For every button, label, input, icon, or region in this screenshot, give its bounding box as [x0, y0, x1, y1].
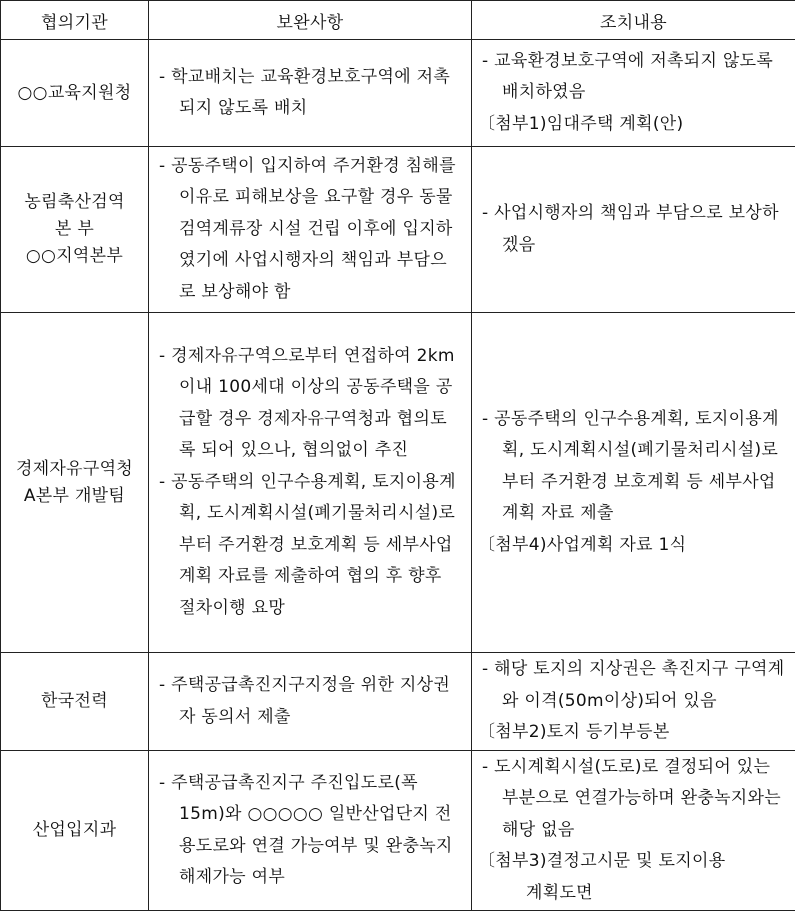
table-row: [1, 40, 795, 147]
supplement-cell: [149, 313, 472, 653]
agency-cell: [1, 313, 149, 653]
agency-cell: [1, 653, 149, 751]
header-row: [1, 1, 795, 40]
supplement-cell: [149, 40, 472, 147]
agency-name: 한국전력: [11, 688, 138, 715]
agency-name: A본부 개발팀: [11, 483, 138, 510]
header-action: 조치내용: [472, 1, 795, 40]
action-item: - 해당 토지의 지상권은 촉진지구 구역계와 이격(50m이상)되어 있음: [482, 654, 785, 717]
header-supplement: 보완사항: [149, 1, 472, 40]
supplement-item: - 주택공급촉진지구지정을 위한 지상권자 동의서 제출: [159, 670, 461, 733]
agency-name: 경제자유구역청: [11, 456, 138, 483]
agency-cell: [1, 40, 149, 147]
agency-name: 농림축산검역: [11, 189, 138, 216]
table-row: [1, 147, 795, 313]
agency-cell: [1, 751, 149, 911]
action-item: - 도시계획시설(도로)로 결정되어 있는 부분으로 연결가능하며 완충녹지와는 해당 없음: [482, 752, 785, 847]
supplement-cell: [149, 751, 472, 911]
action-cell: [472, 147, 795, 313]
attachment-note: 〔첨부2)토지 등기부등본: [478, 717, 785, 749]
attachment-note: 〔첨부1)임대주택 계획(안): [478, 109, 785, 141]
attachment-note: 〔첨부3)결정고시문 및 토지이용: [478, 846, 785, 878]
supplement-item: - 공동주택이 입지하여 주거환경 침해를 이유로 피해보상을 요구할 경우 동물검역계류장 시설 건립 이후에 입지하였기에 사업시행자의 책임과 부담으로 보상해야 함: [159, 151, 461, 309]
action-item: - 사업시행자의 책임과 부담으로 보상하겠음: [482, 198, 785, 261]
action-cell: [472, 653, 795, 751]
agency-name: ○○지역본부: [11, 243, 138, 270]
header-agency: 협의기관: [1, 1, 149, 40]
attachment-note: 계획도면: [478, 878, 785, 910]
agency-name: 산업입지과: [11, 817, 138, 844]
supplement-cell: [149, 147, 472, 313]
supplement-item: - 학교배치는 교육환경보호구역에 저촉되지 않도록 배치: [159, 62, 461, 125]
agency-name: 본 부: [11, 216, 138, 243]
supplement-item: - 주택공급촉진지구 주진입도로(폭 15m)와 ○○○○○ 일반산업단지 전용도로와 연결 가능여부 및 완충녹지 해제가능 여부: [159, 768, 461, 894]
action-cell: [472, 40, 795, 147]
agency-cell: [1, 147, 149, 313]
agency-name: ○○교육지원청: [11, 80, 138, 107]
action-cell: [472, 313, 795, 653]
table-row: [1, 751, 795, 911]
supplement-item: - 공동주택의 인구수용계획, 토지이용계획, 도시계획시설(폐기물처리시설)로부터 주거환경 보호계획 등 세부사업계획 자료를 제출하여 협의 후 향후 절차이행 요망: [159, 467, 461, 625]
action-cell: [472, 751, 795, 911]
supplement-cell: [149, 653, 472, 751]
table-row: [1, 313, 795, 653]
action-item: - 공동주택의 인구수용계획, 토지이용계획, 도시계획시설(폐기물처리시설)로부터 주거환경 보호계획 등 세부사업계획 자료 제출: [482, 404, 785, 530]
table-row: [1, 653, 795, 751]
action-item: - 교육환경보호구역에 저촉되지 않도록 배치하였음: [482, 46, 785, 109]
attachment-note: 〔첨부4)사업계획 자료 1식: [478, 530, 785, 562]
supplement-item: - 경제자유구역으로부터 연접하여 2km이내 100세대 이상의 공동주택을 공급할 경우 경제자유구역청과 협의토록 되어 있으나, 협의없이 추진: [159, 341, 461, 467]
